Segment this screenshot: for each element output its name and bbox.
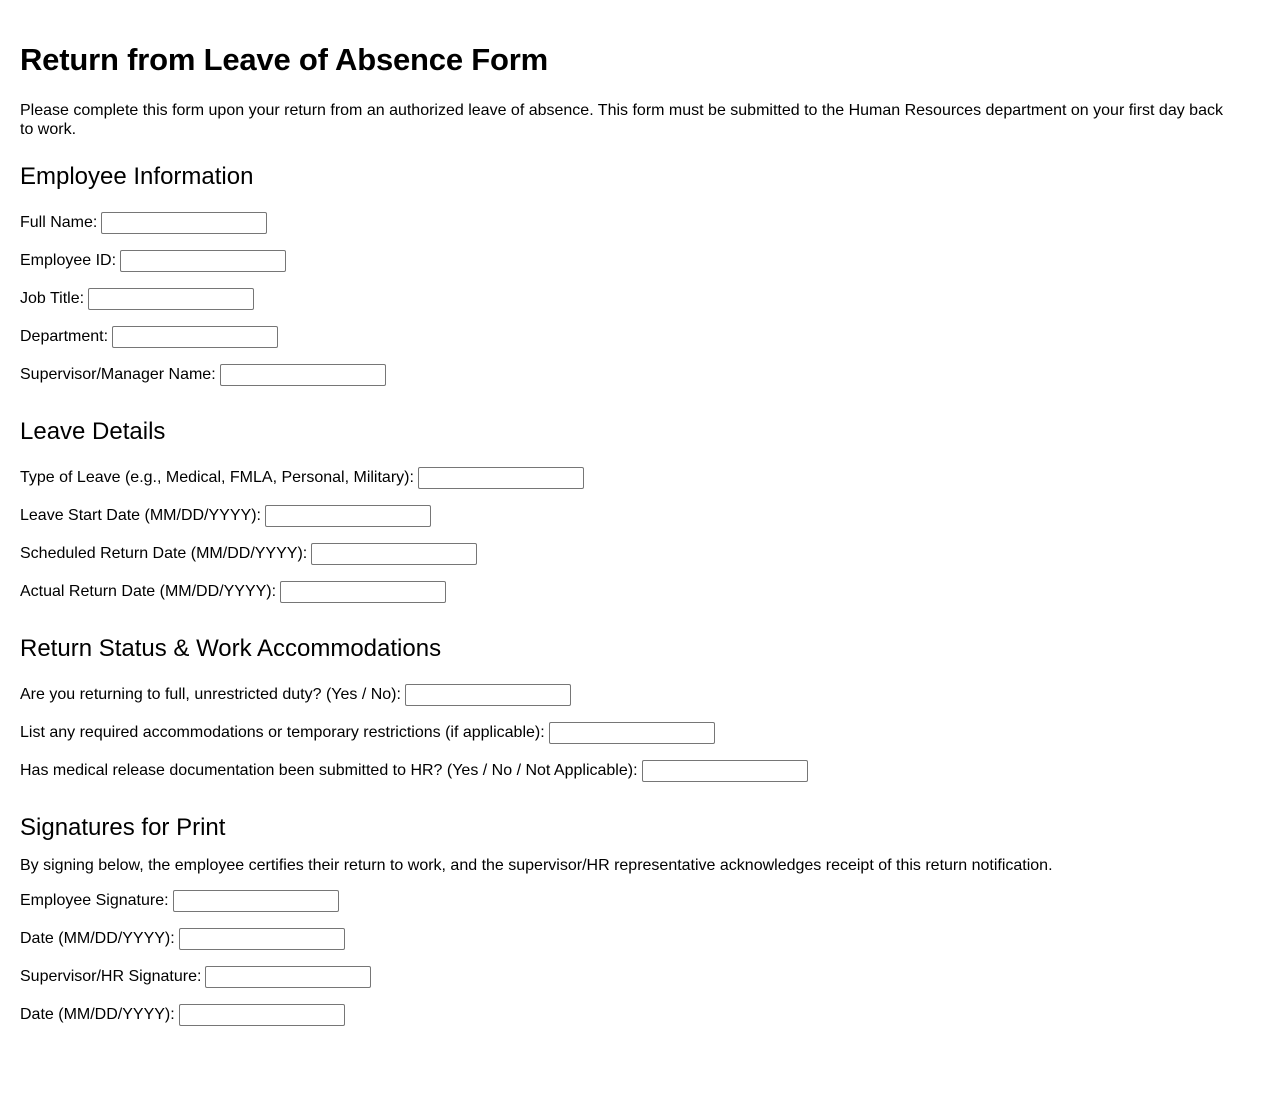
field-employee-signature [20,882,1226,920]
supervisor-hr-signature-label: Supervisor/HR Signature: [20,968,202,985]
field-accommodations-restrictions [20,714,1226,752]
field-employee-id [20,242,1226,280]
full-name-input[interactable] [101,212,267,234]
field-employee-signature-date [20,920,1226,958]
supervisor-manager-name-label: Supervisor/Manager Name: [20,366,216,383]
field-supervisor-hr-signature-date [20,996,1226,1034]
supervisor-manager-name-input[interactable] [220,364,386,386]
employee-signature-date-label: Date (MM/DD/YYYY): [20,930,175,947]
page-title: Return from Leave of Absence Form [20,42,548,77]
leave-details-fields [20,459,1226,611]
scheduled-return-date-input[interactable] [311,543,477,565]
type-of-leave-label: Type of Leave (e.g., Medical, FMLA, Personal, Military): [20,469,414,486]
type-of-leave-input[interactable] [418,467,584,489]
signatures-fields [20,882,1226,1034]
job-title-label: Job Title: [20,290,85,307]
section-heading-signatures: Signatures for Print [20,814,226,841]
field-actual-return-date [20,573,1226,611]
full-unrestricted-duty-label: Are you returning to full, unrestricted duty? (Yes / No): [20,686,401,703]
accommodations-restrictions-label: List any required accommodations or temporary restrictions (if applicable): [20,724,545,741]
leave-start-date-label: Leave Start Date (MM/DD/YYYY): [20,507,261,524]
employee-id-input[interactable] [120,250,286,272]
field-supervisor-hr-signature [20,958,1226,996]
employee-signature-label: Employee Signature: [20,892,169,909]
actual-return-date-input[interactable] [280,581,446,603]
field-full-name [20,204,1226,242]
medical-release-documentation-label: Has medical release documentation been submitted to HR? (Yes / No / Not Applicable): [20,762,638,779]
job-title-input[interactable] [88,288,254,310]
field-job-title [20,280,1226,318]
department-label: Department: [20,328,109,345]
field-medical-release-documentation [20,752,1226,790]
field-supervisor-manager-name [20,356,1226,394]
employee-signature-input[interactable] [173,890,339,912]
form-intro: Please complete this form upon your return from an authorized leave of absence. This form must be submitted to the Human Resources department on your first day back to work. [20,102,1223,138]
signatures-note: By signing below, the employee certifies their return to work, and the supervisor/HR representative acknowledges receipt of this return notification. [20,857,1053,874]
full-unrestricted-duty-input[interactable] [405,684,571,706]
scheduled-return-date-label: Scheduled Return Date (MM/DD/YYYY): [20,545,308,562]
employee-information-fields [20,204,1226,394]
return-status-fields [20,676,1226,790]
medical-release-documentation-input[interactable] [642,760,808,782]
supervisor-hr-signature-input[interactable] [205,966,371,988]
department-input[interactable] [112,326,278,348]
field-scheduled-return-date [20,535,1226,573]
accommodations-restrictions-input[interactable] [549,722,715,744]
field-department [20,318,1226,356]
field-type-of-leave [20,459,1226,497]
section-heading-employee-information: Employee Information [20,163,254,190]
section-heading-return-status: Return Status & Work Accommodations [20,635,442,662]
leave-start-date-input[interactable] [265,505,431,527]
field-leave-start-date [20,497,1226,535]
employee-id-label: Employee ID: [20,252,117,269]
supervisor-hr-signature-date-label: Date (MM/DD/YYYY): [20,1006,175,1023]
actual-return-date-label: Actual Return Date (MM/DD/YYYY): [20,583,277,600]
field-full-unrestricted-duty [20,676,1226,714]
supervisor-hr-signature-date-input[interactable] [179,1004,345,1026]
employee-signature-date-input[interactable] [179,928,345,950]
section-heading-leave-details: Leave Details [20,418,166,445]
full-name-label: Full Name: [20,214,98,231]
